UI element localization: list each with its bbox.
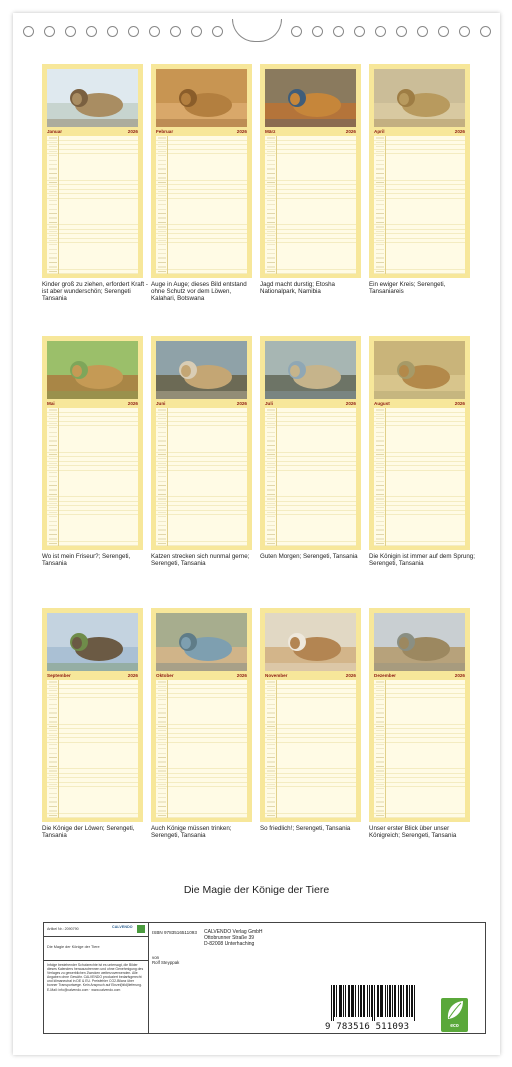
barcode-bar [360, 985, 361, 1017]
barcode-bar [343, 985, 344, 1017]
photo-image [265, 69, 356, 127]
day-lines [156, 408, 247, 546]
month-card [260, 64, 361, 278]
photo-image [47, 613, 138, 671]
month-name: September [47, 673, 71, 678]
month-photo [265, 613, 356, 671]
barcode-bar [395, 985, 396, 1017]
month-photo [374, 69, 465, 127]
article-row [44, 923, 148, 937]
barcode-number: 9 783516 511093 [325, 1022, 410, 1032]
binding-ring-hole [149, 26, 160, 37]
month-card [42, 64, 143, 278]
month-name: Juli [265, 401, 273, 406]
barcode-bar [334, 985, 335, 1017]
barcode-bar [390, 985, 391, 1017]
month-name: April [374, 129, 385, 134]
author-label: von [152, 955, 160, 960]
month-name: Februar [156, 129, 174, 134]
barcode-bar [352, 985, 353, 1017]
publisher-line: D-82008 Unterhaching [204, 941, 255, 947]
month-name: Dezember [374, 673, 396, 678]
hanger-hook [232, 19, 282, 42]
publisher-line: Ottobrunner Straße 39 [204, 935, 255, 941]
month-grid [42, 64, 482, 862]
barcode-bar [387, 985, 388, 1017]
month-header [46, 127, 139, 136]
month-card [151, 64, 252, 278]
barcode-bar [358, 985, 359, 1017]
barcode-bar [340, 985, 341, 1017]
barcode-bar [336, 985, 337, 1017]
month-header [155, 671, 248, 680]
binding-ring-hole [291, 26, 302, 37]
barcode-bar [400, 985, 401, 1017]
barcode-bars [331, 985, 416, 1021]
barcode-bar [392, 985, 393, 1017]
month-header [264, 127, 357, 136]
month-photo [374, 341, 465, 399]
month-header [46, 671, 139, 680]
month-header [46, 399, 139, 408]
photo-image [265, 341, 356, 399]
month-year: 2026 [454, 673, 465, 678]
barcode-bar [394, 985, 395, 1017]
binding-rings [13, 20, 500, 42]
photo-image [156, 341, 247, 399]
binding-ring-hole [312, 26, 323, 37]
month-year: 2026 [345, 673, 356, 678]
barcode-bar [349, 985, 350, 1017]
barcode-bar [341, 985, 342, 1017]
barcode-bar [381, 985, 382, 1017]
barcode-bar [374, 985, 375, 1021]
month-card [260, 336, 361, 550]
month-name: März [265, 129, 276, 134]
month-year: 2026 [454, 401, 465, 406]
day-lines [374, 408, 465, 546]
barcode-bar [367, 985, 368, 1017]
month-name: August [374, 401, 390, 406]
photo-image [374, 613, 465, 671]
month-card [369, 608, 470, 822]
calendar-title: Die Magie der Könige der Tiere [183, 884, 330, 896]
month-caption: Ein ewiger Kreis; Serengeti, Tansaniareis [369, 281, 446, 296]
month-card [42, 336, 143, 550]
day-lines [47, 408, 138, 546]
month-name: November [265, 673, 288, 678]
month-caption: Kinder groß zu ziehen, erfordert Kraft - ist aber wunderschön; Serengeti Tansania [42, 281, 148, 303]
barcode-bar [414, 985, 415, 1021]
barcode-bar [364, 985, 365, 1017]
day-lines [47, 680, 138, 818]
barcode-bar [355, 985, 356, 1017]
binding-ring-hole [170, 26, 181, 37]
barcode-bar [361, 985, 362, 1017]
footer-info-column [44, 923, 149, 1033]
barcode-bar [382, 985, 383, 1017]
month-year: 2026 [236, 129, 247, 134]
month-photo [265, 69, 356, 127]
binding-ring-hole [86, 26, 97, 37]
month-card [369, 336, 470, 550]
month-year: 2026 [345, 129, 356, 134]
barcode-bar [411, 985, 412, 1017]
barcode-bar [372, 985, 373, 1021]
month-photo [156, 69, 247, 127]
divider [44, 960, 148, 961]
barcode-bar [398, 985, 399, 1017]
binding-ring-hole [23, 26, 34, 37]
barcode-bar [406, 985, 407, 1017]
photo-image [156, 69, 247, 127]
calendar-sheet [13, 13, 500, 1055]
month-photo [47, 613, 138, 671]
binding-ring-hole [438, 26, 449, 37]
binding-ring-hole [375, 26, 386, 37]
barcode-bar [403, 985, 404, 1017]
publisher-line: CALVENDO Verlag GmbH [204, 929, 263, 935]
month-caption: Guten Morgen; Serengeti, Tansania [260, 553, 358, 560]
month-year: 2026 [236, 673, 247, 678]
calvendo-logo: CALVENDO [112, 925, 133, 929]
photo-image [47, 69, 138, 127]
month-year: 2026 [127, 129, 138, 134]
month-name: Mai [47, 401, 55, 406]
barcode-bar [377, 985, 378, 1017]
barcode-bar [380, 985, 381, 1017]
barcode-bar [385, 985, 386, 1017]
month-caption: Auch Könige müssen trinken; Serengeti, Tansania [151, 825, 232, 840]
day-lines [265, 680, 356, 818]
month-card [151, 608, 252, 822]
month-caption: Die Königin ist immer auf dem Sprung; Serengeti, Tansania [369, 553, 475, 568]
barcode-bar [351, 985, 352, 1017]
month-header [155, 399, 248, 408]
barcode-bar [345, 985, 346, 1017]
month-name: Oktober [156, 673, 174, 678]
photo-image [156, 613, 247, 671]
barcode-bar [389, 985, 390, 1017]
month-caption: Auge in Auge; dieses Bild entstand ohne Schutz vor dem Löwen, Kalahari, Botswana [151, 281, 247, 303]
month-photo [156, 341, 247, 399]
binding-ring-hole [44, 26, 55, 37]
barcode-bar [363, 985, 364, 1017]
barcode-bar [371, 985, 372, 1017]
month-header [155, 127, 248, 136]
barcode-bar [333, 985, 334, 1021]
product-name: Die Magie der Könige der Tiere [47, 945, 100, 949]
month-year: 2026 [127, 401, 138, 406]
month-name: Juni [156, 401, 166, 406]
binding-ring-hole [107, 26, 118, 37]
binding-ring-hole [417, 26, 428, 37]
barcode-bar [407, 985, 408, 1017]
eco-label: eco [450, 1023, 459, 1029]
barcode-bar [353, 985, 354, 1017]
binding-ring-hole [396, 26, 407, 37]
publisher-address [204, 929, 263, 947]
day-lines [265, 136, 356, 274]
barcode-bar [369, 985, 370, 1017]
day-lines [374, 136, 465, 274]
day-lines [156, 680, 247, 818]
month-caption: Die Könige der Löwen; Serengeti, Tansania [42, 825, 135, 840]
author-name: Rolf Steyppak [152, 960, 180, 965]
leaf-icon [441, 998, 468, 1023]
month-caption: Jagd macht durstig; Etosha Nationalpark, Namibia [260, 281, 335, 296]
day-lines [265, 408, 356, 546]
product-footer [43, 922, 486, 1034]
barcode-bar [331, 985, 332, 1021]
month-header [373, 127, 466, 136]
month-photo [265, 341, 356, 399]
eco-badge [441, 998, 468, 1032]
month-photo [374, 613, 465, 671]
calvendo-logo-mark-icon [137, 925, 145, 933]
month-header [264, 671, 357, 680]
binding-ring-hole [333, 26, 344, 37]
binding-ring-hole [191, 26, 202, 37]
month-photo [156, 613, 247, 671]
photo-image [265, 613, 356, 671]
month-header [264, 399, 357, 408]
month-caption: So friedlich!; Serengeti, Tansania [260, 825, 351, 832]
binding-ring-hole [459, 26, 470, 37]
barcode-bar [348, 985, 349, 1017]
barcode-bar [378, 985, 379, 1017]
author-block [152, 955, 179, 965]
barcode [325, 985, 418, 1032]
binding-ring-hole [212, 26, 223, 37]
month-caption: Unser erster Blick über unser Königreich; Serengeti, Tansania [369, 825, 457, 840]
month-card [260, 608, 361, 822]
month-header [373, 671, 466, 680]
day-lines [47, 136, 138, 274]
month-year: 2026 [236, 401, 247, 406]
legal-notice: Infolge bestehender Schutzrechte ist es untersagt, die Bilder dieses Kalenders herauszutrennen und ohne Genehmigung des Verlages zu gewerblichen Zwecken weiterzuverwenden. Alle Angaben ohne Gewähr. CALVENDO produziert bedarfsgerecht und klimaneutral in DE & EU. Preisfehler CO2-Bilanz über bonner Transportwege. Kein Anspruch auf Einzel(bild)lieferung. E-Mail: info@calvendo.com · www.calvendo.com [47, 963, 144, 992]
month-card [42, 608, 143, 822]
binding-ring-hole [65, 26, 76, 37]
month-caption: Wo ist mein Friseur?; Serengeti, Tansania [42, 553, 131, 568]
month-name: Januar [47, 129, 63, 134]
binding-ring-hole [354, 26, 365, 37]
month-photo [47, 341, 138, 399]
month-card [151, 336, 252, 550]
month-year: 2026 [454, 129, 465, 134]
barcode-bar [409, 985, 410, 1017]
barcode-bar [339, 985, 340, 1017]
month-caption: Katzen strecken sich nunmal gerne; Serengeti, Tansania [151, 553, 250, 568]
month-card [369, 64, 470, 278]
photo-image [47, 341, 138, 399]
binding-ring-hole [128, 26, 139, 37]
month-year: 2026 [345, 401, 356, 406]
barcode-bar [401, 985, 402, 1017]
day-lines [374, 680, 465, 818]
photo-image [374, 341, 465, 399]
article-number: Artikel Nr.: 2090790 [47, 927, 79, 931]
isbn: ISBN 9783516511093 [152, 930, 197, 935]
month-header [373, 399, 466, 408]
binding-ring-hole [480, 26, 491, 37]
day-lines [156, 136, 247, 274]
month-year: 2026 [127, 673, 138, 678]
photo-image [374, 69, 465, 127]
month-photo [47, 69, 138, 127]
barcode-bar [412, 985, 413, 1017]
